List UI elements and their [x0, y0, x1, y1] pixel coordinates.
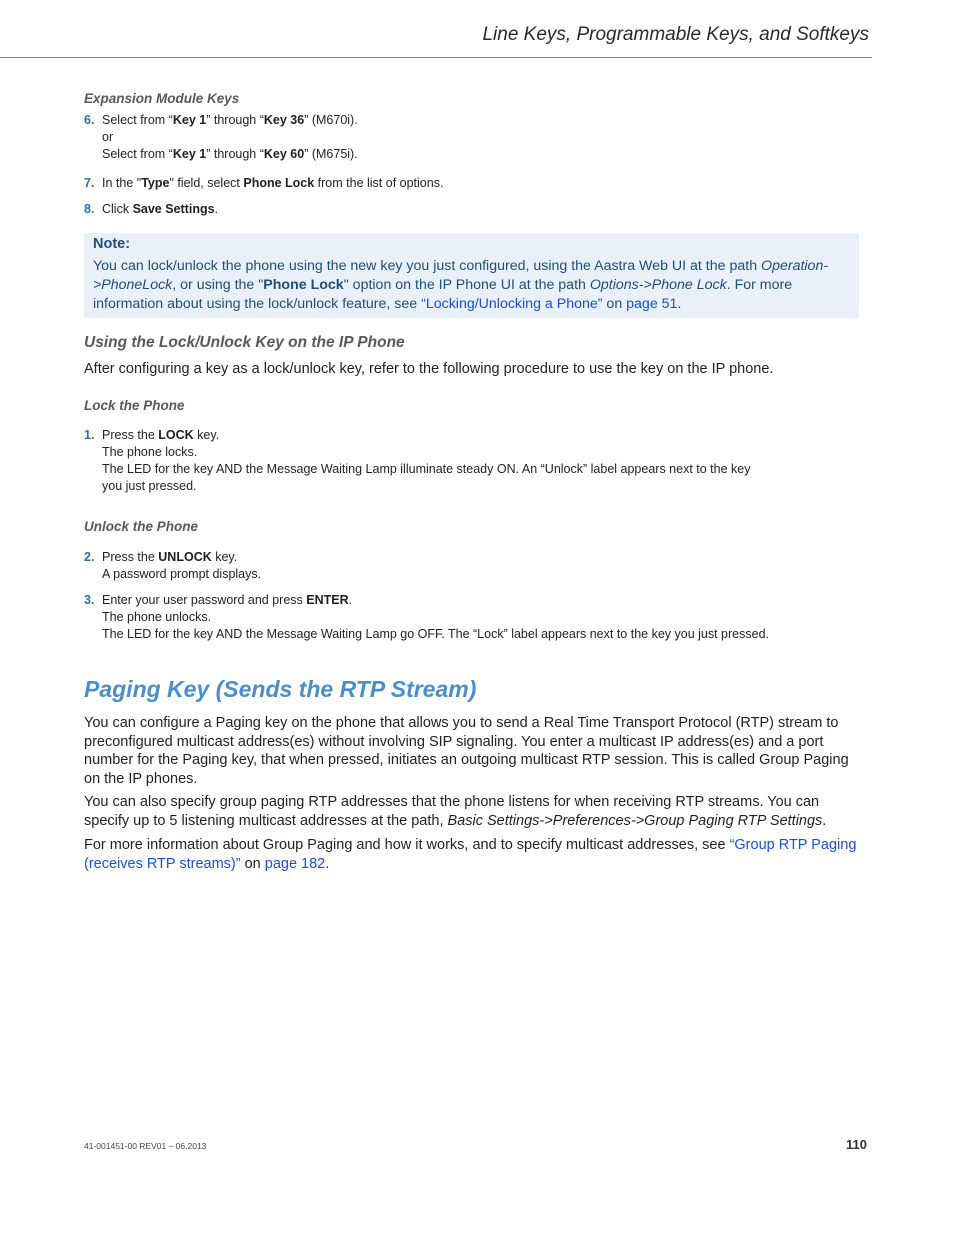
step-6-text: Select from “Key 1” through “Key 36” (M670i). or Select from “Key 1” through “Key 60” (M675i).	[102, 113, 358, 161]
header-divider	[0, 57, 872, 58]
step-7-text: In the "Type" field, select Phone Lock from the list of options.	[102, 176, 444, 190]
paging-paragraph-2: You can also specify group paging RTP addresses that the phone listens for when receiving RTP streams. You can specify up to 5 listening multicast addresses at the path, Basic Settings->Preferences->Group Paging RTP Settings.	[84, 794, 827, 829]
unlock-step-2-text: Press the UNLOCK key. A password prompt displays.	[102, 550, 262, 581]
step-number: 3.	[84, 593, 95, 607]
expansion-module-keys-heading: Expansion Module Keys	[84, 91, 240, 106]
paging-paragraph-1: You can configure a Paging key on the phone that allows you to send a Real Time Transport Protocol (RTP) stream to preconfigured multicast address(es) without involving SIP signaling. You enter a multicast IP address(es) and a port number for the Paging key, that when pressed, initiates an outgoing multicast RTP session. This is called Group Paging on the IP phones.	[84, 715, 849, 787]
step-number: 2.	[84, 550, 95, 564]
unlock-the-phone-heading: Unlock the Phone	[84, 519, 199, 534]
lock-the-phone-heading: Lock the Phone	[84, 398, 185, 413]
step-number: 7.	[84, 176, 95, 190]
step-number: 1.	[84, 428, 95, 442]
running-header: Line Keys, Programmable Keys, and Softkeys	[482, 24, 869, 45]
step-8-text: Click Save Settings.	[102, 202, 219, 216]
locking-unlocking-link[interactable]: “Locking/Unlocking a Phone”	[421, 296, 603, 312]
paging-paragraph-3: For more information about Group Paging and how it works, and to specify multicast addresses, see “Group RTP Paging (receives RTP streams)” on page 182.	[84, 837, 857, 872]
note-text: You can lock/unlock the phone using the new key you just configured, using the Aastra Web UI at the path Operation->PhoneLock, or using the "Phone Lock" option on the IP Phone UI at the path Options->Phone Lock. For more information about using the lock/unlock feature, see “Locking/Unlocking a Phone” on page 51.	[93, 258, 829, 312]
using-lock-unlock-heading: Using the Lock/Unlock Key on the IP Phone	[84, 334, 405, 351]
page-number: 110	[846, 1137, 867, 1152]
lock-step-text: Press the LOCK key. The phone locks. The LED for the key AND the Message Waiting Lamp illuminate steady ON. An “Unlock” label appears next to the key you just pressed.	[102, 428, 751, 493]
note-label: Note:	[93, 236, 131, 252]
unlock-step-3-text: Enter your user password and press ENTER. The phone unlocks. The LED for the key AND the Message Waiting Lamp go OFF. The “Lock” label appears next to the key you just pressed.	[102, 593, 769, 641]
note-box	[84, 233, 859, 318]
using-lock-unlock-intro: After configuring a key as a lock/unlock key, refer to the following procedure to use the key on the IP phone.	[84, 361, 774, 377]
document-id: 41-001451-00 REV01 – 06.2013	[84, 1141, 207, 1151]
step-number: 6.	[84, 113, 95, 127]
step-number: 8.	[84, 202, 95, 216]
page-51-link[interactable]: page 51	[626, 296, 678, 312]
page-182-link[interactable]: page 182	[264, 855, 326, 872]
paging-key-title: Paging Key (Sends the RTP Stream)	[84, 676, 477, 702]
group-rtp-paging-link[interactable]: “Group RTP Paging (receives RTP streams)”	[84, 837, 857, 872]
